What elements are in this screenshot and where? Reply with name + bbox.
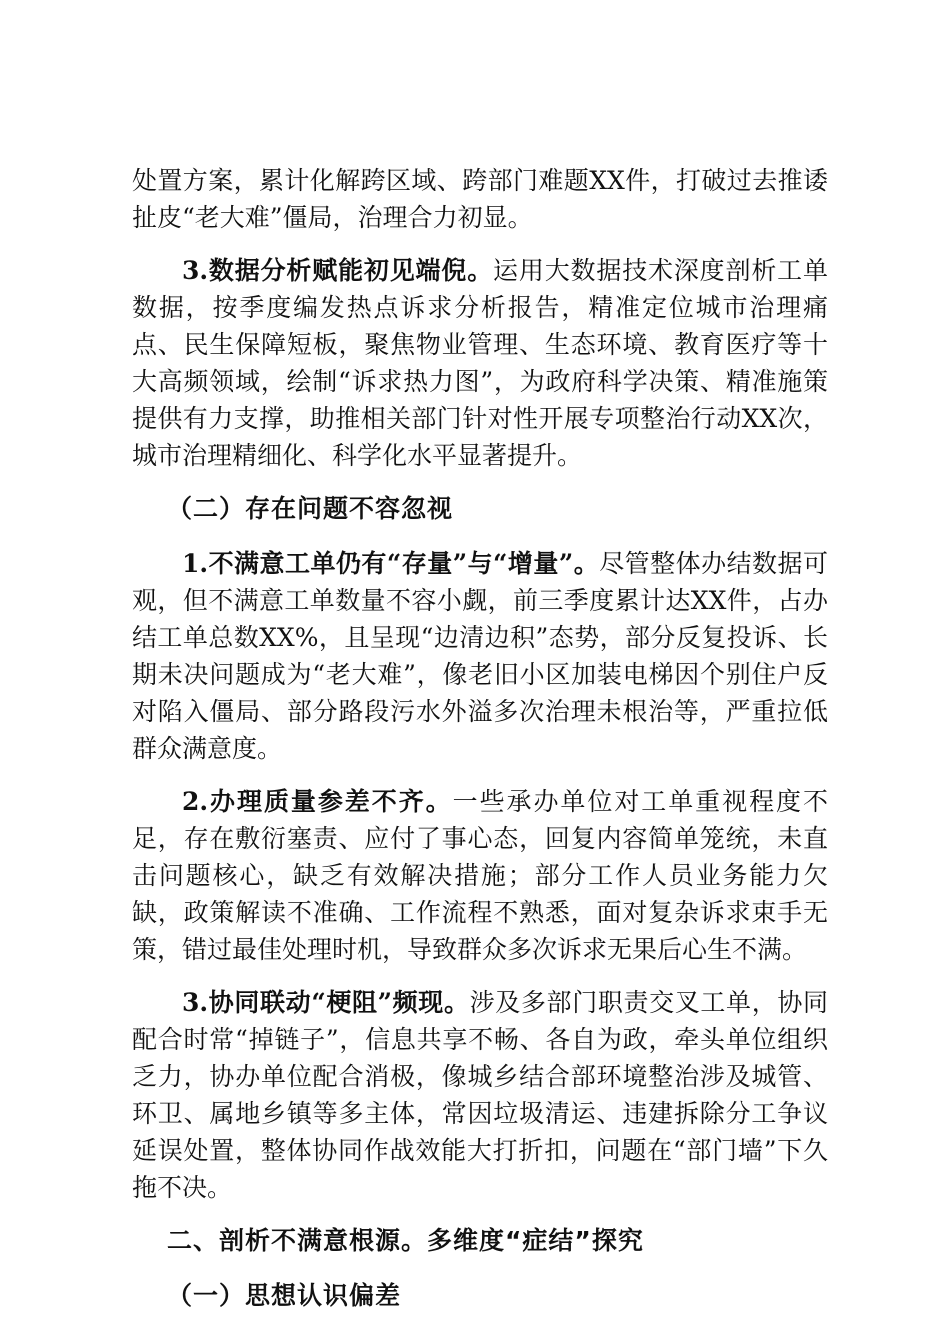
paragraph-data-analysis bbox=[132, 252, 828, 474]
paragraph-lead: 1.不满意工单仍有“存量”与“增量”。 bbox=[182, 549, 600, 578]
paragraph-text: 涉及多部门职责交叉工单，协同配合时常“掉链子”，信息共享不畅、各自为政，牵头单位组织乏力，协办单位配合消极，像城乡结合部环境整治涉及城管、环卫、属地乡镇等多主体，常因垃圾清运、违建拆除分工争议延误处置，整体协同作战效能大打折扣，问题在“部门墙”下久拖不决。 bbox=[132, 988, 828, 1202]
document-page bbox=[132, 162, 828, 1332]
paragraph-lead: 3.数据分析赋能初见端倪。 bbox=[182, 256, 494, 285]
paragraph-text: 运用大数据技术深度剖析工单数据，按季度编发热点诉求分析报告，精准定位城市治理痛点、民生保障短板，聚焦物业管理、生态环境、教育医疗等十大高频领域，绘制“诉求热力图”，为政府科学决策、精准施策提供有力支撑，助推相关部门针对性开展专项整治行动XX次，城市治理精细化、科学化水平显著提升。 bbox=[132, 256, 828, 470]
paragraph-coordination bbox=[132, 984, 828, 1206]
paragraph-lead: 2.办理质量参差不齐。 bbox=[182, 787, 453, 816]
section-heading-ideology: （一）思想认识偏差 bbox=[167, 1281, 402, 1310]
paragraph-text: 处置方案，累计化解跨区域、跨部门难题XX件，打破过去推诿扯皮“老大难”僵局，治理合力初显。 bbox=[132, 166, 828, 232]
paragraph-text: 尽管整体办结数据可观，但不满意工单数量不容小觑，前三季度累计达XX件，占办结工单总数XX%，且呈现“边清边积”态势，部分反复投诉、长期未决问题成为“老大难”，像老旧小区加装电梯因个别住户反对陷入僵局、部分路段污水外溢多次治理未根治等，严重拉低群众满意度。 bbox=[132, 549, 828, 763]
paragraph-lead: 3.协同联动“梗阻”频现。 bbox=[182, 988, 470, 1017]
chapter-heading-root-causes: 二、剖析不满意根源。多维度“症结”探究 bbox=[167, 1226, 644, 1255]
paragraph-text: 一些承办单位对工单重视程度不足，存在敷衍塞责、应付了事心态，回复内容简单笼统，未直击问题核心，缺乏有效解决措施；部分工作人员业务能力欠缺，政策解读不准确、工作流程不熟悉，面对复杂诉求束手无策，错过最佳处理时机，导致群众多次诉求无果后心生不满。 bbox=[132, 787, 828, 964]
paragraph-unsatisfied-orders bbox=[132, 545, 828, 767]
paragraph-continuation bbox=[132, 162, 828, 236]
paragraph-quality bbox=[132, 783, 828, 968]
section-heading-problems: （二）存在问题不容忽视 bbox=[167, 494, 454, 523]
